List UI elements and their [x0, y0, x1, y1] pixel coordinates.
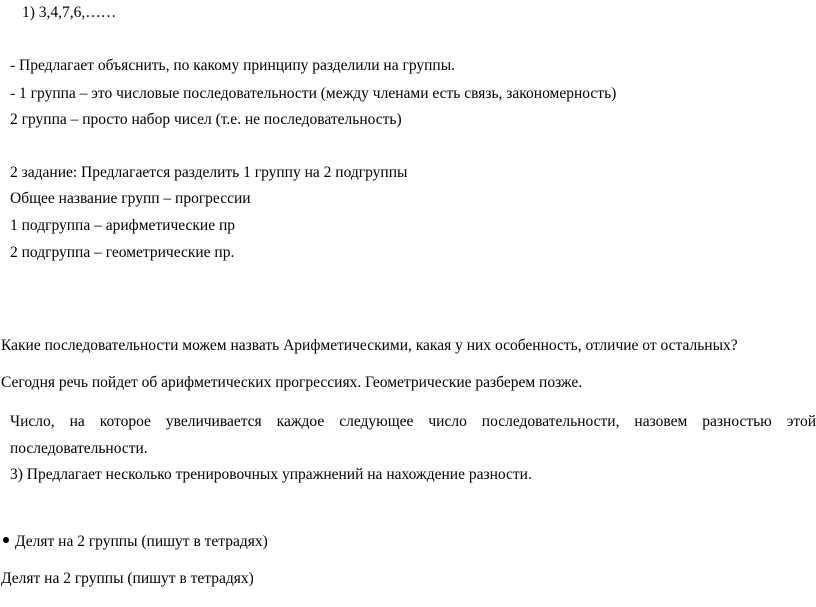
- text-line-15: Делят на 2 группы (пишут в тетрадях): [1, 570, 254, 587]
- text-line-6: Общее название групп – прогрессии: [10, 190, 251, 207]
- text-line-1: 1) 3,4,7,6,……: [22, 4, 117, 21]
- text-line-10: Сегодня речь пойдет об арифметических прогрессиях. Геометрические разберем позже.: [1, 374, 583, 391]
- text-line-4: 2 группа – просто набор чисел (т.е. не последовательность): [10, 111, 402, 128]
- bullet-item: [3, 532, 268, 552]
- text-line-13: 3) Предлагает несколько тренировочных упражнений на нахождение разности.: [10, 466, 532, 483]
- bullet-item-text: Делят на 2 группы (пишут в тетрадях): [15, 533, 268, 550]
- text-line-7: 1 подгруппа – арифметические пр: [10, 217, 236, 234]
- text-line-3: - 1 группа – это числовые последовательности (между членами есть связь, закономерность): [10, 85, 617, 102]
- text-line-9: Какие последовательности можем назвать Арифметическими, какая у них особенность, отличие от остальных?: [1, 337, 738, 354]
- text-line-5: 2 задание: Предлагается разделить 1 группу на 2 подгруппы: [10, 164, 408, 181]
- text-line-11: Число, на которое увеличивается каждое следующее число последовательности, назовем разностью этой: [10, 413, 816, 430]
- text-line-12: последовательности.: [10, 440, 148, 457]
- bullet-icon: [3, 537, 9, 543]
- text-line-2: - Предлагает объяснить, по какому принципу разделили на группы.: [10, 57, 456, 74]
- text-line-8: 2 подгруппа – геометрические пр.: [10, 244, 235, 261]
